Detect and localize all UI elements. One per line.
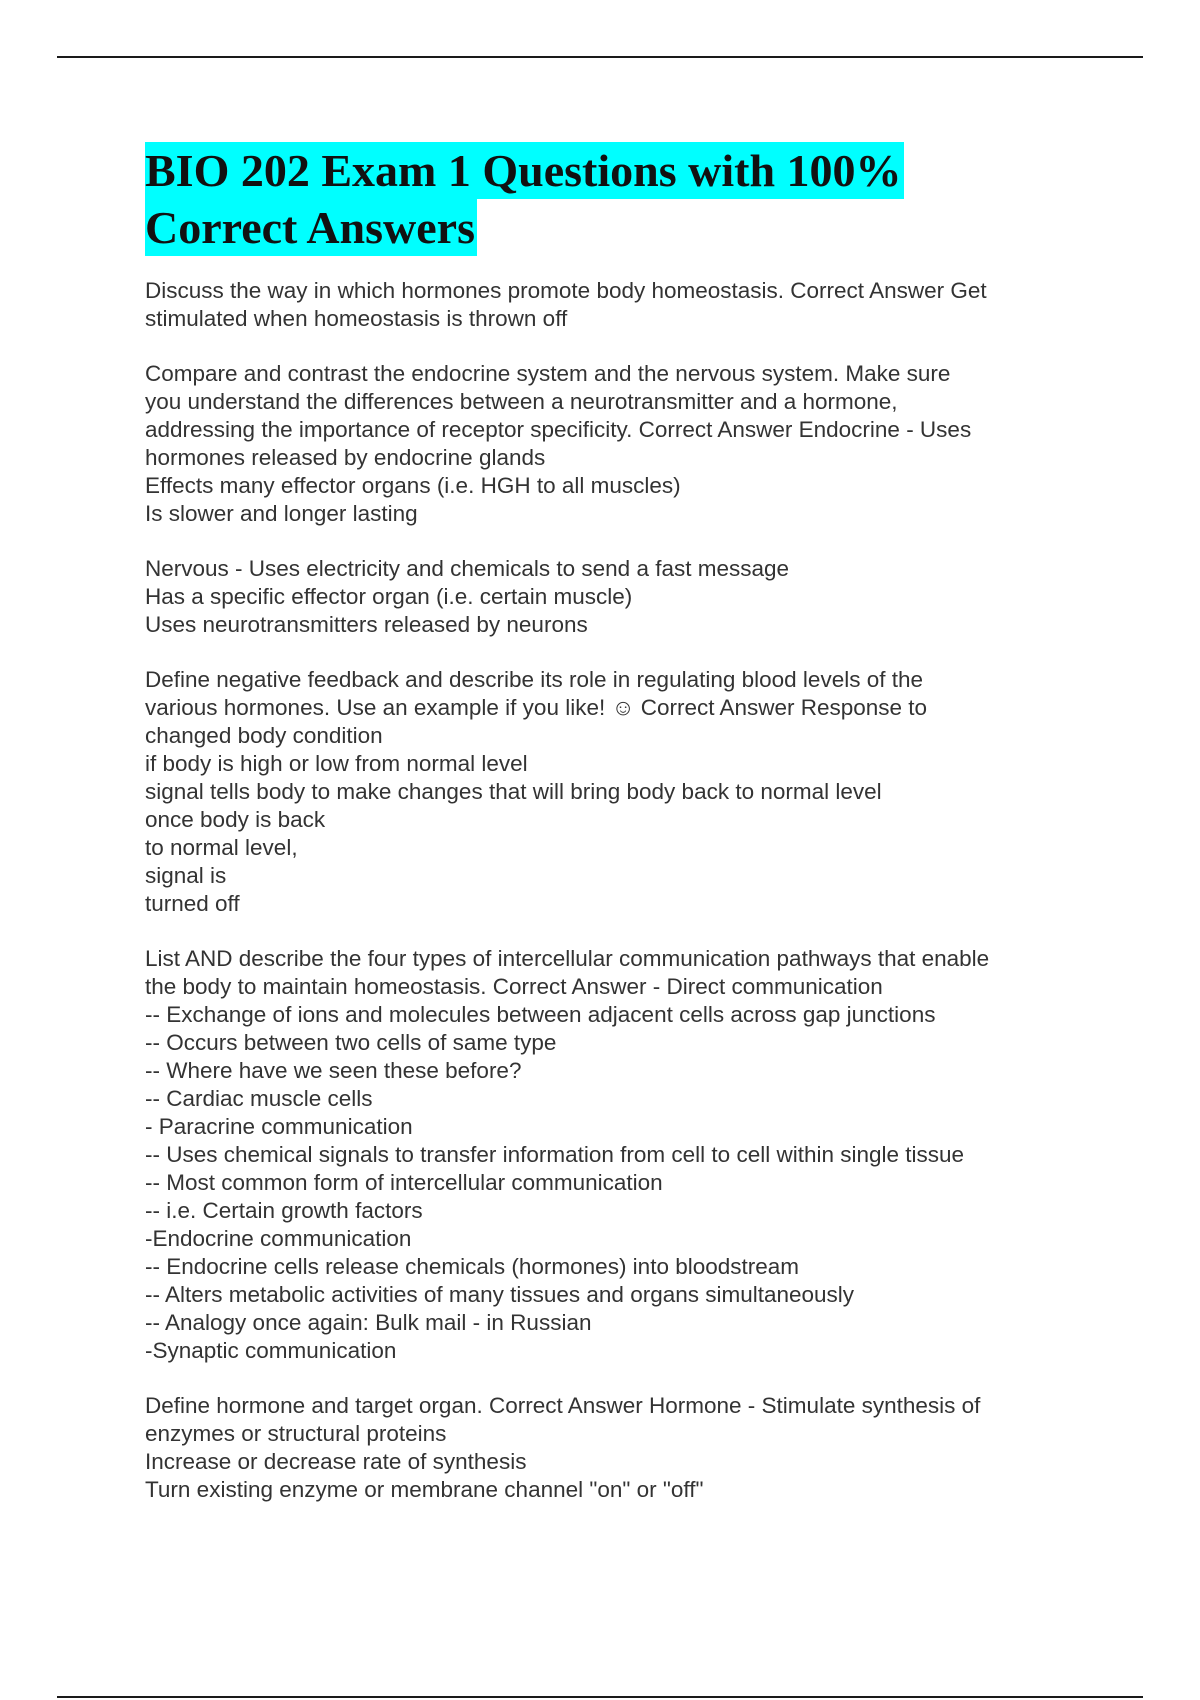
qa-text-line: -- Endocrine cells release chemicals (hormones) into bloodstream: [145, 1254, 800, 1279]
qa-text-line: the body to maintain homeostasis. Correct Answer - Direct communication: [145, 974, 883, 999]
qa-text-line: Nervous - Uses electricity and chemicals to send a fast message: [145, 556, 790, 581]
top-rule: [57, 56, 1143, 58]
qa-text-line: Has a specific effector organ (i.e. certain muscle): [145, 584, 633, 609]
qa-block: [145, 277, 1065, 333]
qa-text-line: to normal level,: [145, 835, 298, 860]
qa-text-line: once body is back: [145, 807, 326, 832]
qa-block: [145, 945, 1065, 1365]
qa-text-line: signal is: [145, 863, 227, 888]
qa-text-line: addressing the importance of receptor specificity. Correct Answer Endocrine - Uses: [145, 417, 972, 442]
title-line: BIO 202 Exam 1 Questions with 100%: [145, 142, 904, 199]
qa-text-line: -Endocrine communication: [145, 1226, 412, 1251]
qa-text-line: Discuss the way in which hormones promote body homeostasis. Correct Answer Get: [145, 278, 987, 303]
qa-text-line: -- Occurs between two cells of same type: [145, 1030, 557, 1055]
document-title: [145, 142, 1065, 256]
qa-text-line: List AND describe the four types of intercellular communication pathways that enable: [145, 946, 990, 971]
qa-text-line: you understand the differences between a neurotransmitter and a hormone,: [145, 389, 898, 414]
qa-block: [145, 555, 1065, 639]
qa-text-line: -- Cardiac muscle cells: [145, 1086, 373, 1111]
qa-text-line: Define hormone and target organ. Correct Answer Hormone - Stimulate synthesis of: [145, 1393, 981, 1418]
qa-text-line: hormones released by endocrine glands: [145, 445, 546, 470]
qa-list: [145, 277, 1065, 1504]
qa-block: [145, 1392, 1065, 1504]
qa-text-line: stimulated when homeostasis is thrown off: [145, 306, 568, 331]
qa-text-line: -- Where have we seen these before?: [145, 1058, 522, 1083]
bottom-rule: [57, 1696, 1143, 1698]
qa-text-line: -- i.e. Certain growth factors: [145, 1198, 423, 1223]
qa-text-line: Effects many effector organs (i.e. HGH to all muscles): [145, 473, 681, 498]
qa-block: [145, 360, 1065, 528]
qa-text-line: -- Uses chemical signals to transfer information from cell to cell within single tissue: [145, 1142, 965, 1167]
qa-text-line: -- Alters metabolic activities of many tissues and organs simultaneously: [145, 1282, 855, 1307]
qa-text-line: Increase or decrease rate of synthesis: [145, 1449, 527, 1474]
qa-text-line: -Synaptic communication: [145, 1338, 397, 1363]
title-line: Correct Answers: [145, 199, 477, 256]
qa-text-line: signal tells body to make changes that will bring body back to normal level: [145, 779, 882, 804]
qa-text-line: Uses neurotransmitters released by neurons: [145, 612, 588, 637]
qa-text-line: enzymes or structural proteins: [145, 1421, 447, 1446]
qa-text-line: Turn existing enzyme or membrane channel "on" or "off": [145, 1477, 704, 1502]
document-body: [145, 142, 1065, 1531]
qa-block: [145, 666, 1065, 918]
qa-text-line: various hormones. Use an example if you like! ☺ Correct Answer Response to: [145, 695, 928, 720]
qa-text-line: -- Analogy once again: Bulk mail - in Russian: [145, 1310, 592, 1335]
qa-text-line: -- Most common form of intercellular communication: [145, 1170, 663, 1195]
qa-text-line: -- Exchange of ions and molecules between adjacent cells across gap junctions: [145, 1002, 936, 1027]
qa-text-line: Is slower and longer lasting: [145, 501, 418, 526]
qa-text-line: turned off: [145, 891, 240, 916]
qa-text-line: if body is high or low from normal level: [145, 751, 528, 776]
qa-text-line: - Paracrine communication: [145, 1114, 413, 1139]
qa-text-line: Compare and contrast the endocrine system and the nervous system. Make sure: [145, 361, 951, 386]
qa-text-line: changed body condition: [145, 723, 383, 748]
qa-text-line: Define negative feedback and describe its role in regulating blood levels of the: [145, 667, 923, 692]
